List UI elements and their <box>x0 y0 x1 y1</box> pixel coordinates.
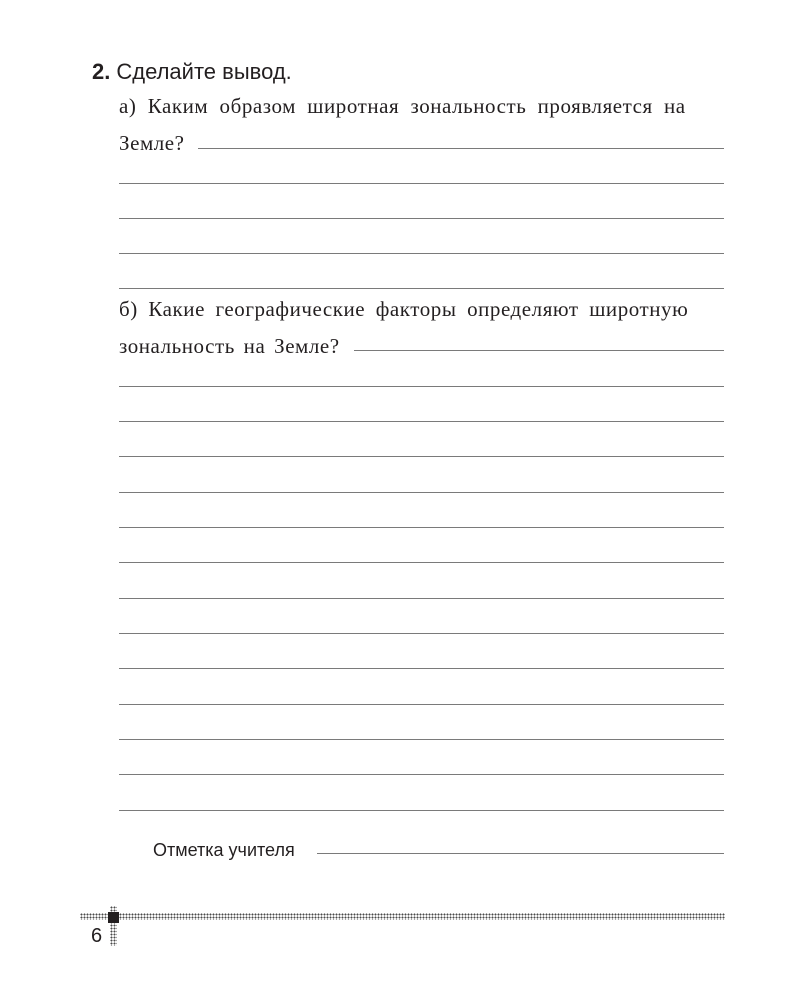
answer-line-a[interactable] <box>119 253 724 254</box>
question-a-line-1: а) Каким образом широтная зональность проявляется на <box>119 94 686 118</box>
answer-line-b[interactable] <box>119 386 724 387</box>
answer-line-b[interactable] <box>119 421 724 422</box>
answer-line-b-inline[interactable] <box>354 350 724 351</box>
teacher-mark-line[interactable] <box>317 853 724 854</box>
answer-line-a[interactable] <box>119 288 724 289</box>
footer-dotted-rule <box>80 913 725 920</box>
answer-line-b[interactable] <box>119 492 724 493</box>
answer-line-b[interactable] <box>119 739 724 740</box>
teacher-mark-label: Отметка учителя <box>153 840 295 860</box>
question-a-line-2: Земле? <box>119 131 185 155</box>
answer-line-b[interactable] <box>119 774 724 775</box>
question-b-line-2: зональность на Земле? <box>119 334 340 358</box>
page-number: 6 <box>91 925 103 947</box>
footer-square-marker <box>108 912 119 923</box>
answer-line-b[interactable] <box>119 704 724 705</box>
answer-line-b[interactable] <box>119 456 724 457</box>
answer-line-b[interactable] <box>119 668 724 669</box>
answer-line-a[interactable] <box>119 183 724 184</box>
task-instruction: Сделайте вывод. <box>116 59 292 84</box>
answer-line-b[interactable] <box>119 562 724 563</box>
answer-line-b[interactable] <box>119 527 724 528</box>
answer-line-b[interactable] <box>119 633 724 634</box>
question-b-line-1: б) Какие географические факторы определяют широтную <box>119 297 689 321</box>
task-number: 2. <box>92 59 111 84</box>
answer-line-a[interactable] <box>119 218 724 219</box>
answer-line-b[interactable] <box>119 810 724 811</box>
task-heading <box>92 58 292 86</box>
answer-line-a-inline[interactable] <box>198 148 724 149</box>
answer-line-b[interactable] <box>119 598 724 599</box>
